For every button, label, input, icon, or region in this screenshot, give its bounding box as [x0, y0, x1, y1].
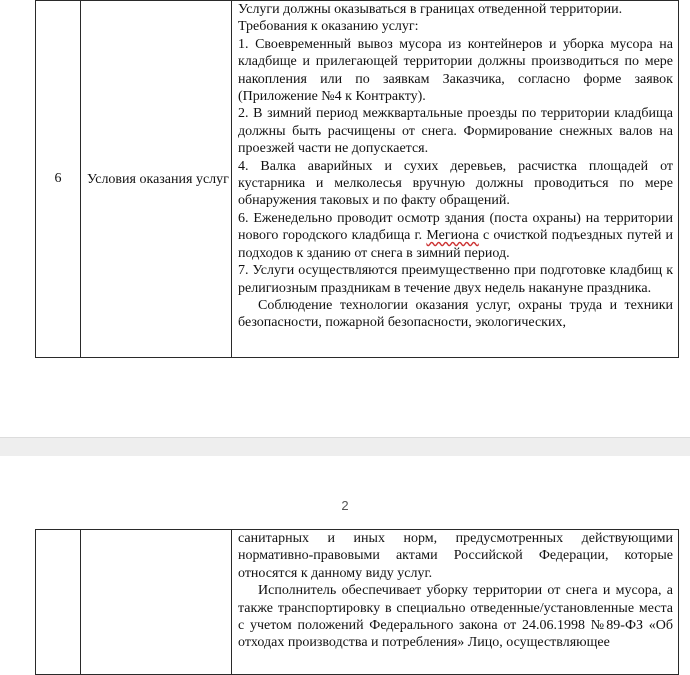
paragraph: 7. Услуги осуществляются преимущественно при подготовке кладбищ к религиозным праздникам в течение двух недель накануне праздника.	[238, 263, 673, 296]
row-requirements-cell	[232, 1, 679, 358]
paragraph-part: 6. Еженедельно проводит осмотр здания (поста охраны) на территории нового городского кладбища г.	[238, 210, 673, 244]
row-name: Условия оказания услуг	[81, 1, 232, 358]
requirements-text-continued	[232, 530, 678, 652]
page-break-gap	[0, 437, 690, 457]
paragraph: Услуги должны оказываться в границах отведенной территории.	[238, 2, 623, 17]
paragraph: Исполнитель обеспечивает уборку территории от снега и мусора, а также транспортировку в специально отведенные/установленные места с учетом положений Федерального закона от 24.06.1998 №89-ФЗ «Об отходах производства и потребления» Лицо, осуществляющее	[238, 583, 673, 651]
spellcheck-word: Мегиона	[426, 228, 479, 244]
row-number-empty	[36, 530, 81, 675]
paragraph: санитарных и иных норм, предусмотренных действующими нормативно-правовыми актами Российской Федерации, которые относятся к данному виду услуг.	[238, 531, 673, 581]
contract-table-page-2	[35, 529, 679, 675]
row-name-empty	[81, 530, 232, 675]
paragraph: Соблюдение технологии оказания услуг, охраны труда и техники безопасности, пожарной безопасности, экологических,	[238, 297, 673, 331]
paragraph: 1. Своевременный вывоз мусора из контейнеров и уборка мусора на кладбище и прилегающей территории должны производиться по мере накопления или по заявкам Заказчика, согласно форме заявок (Приложение №4 к Контракту).	[238, 36, 673, 105]
paragraph: 2. В зимний период межквартальные проезды по территории кладбища должны быть расчищены от снега. Формирование снежных валов на проезжей части не допускается.	[238, 106, 673, 157]
requirements-text	[232, 1, 678, 332]
paragraph: 4. Валка аварийных и сухих деревьев, расчистка площадей от кустарника и мелколесья вручную должны проводиться по мере обнаружения таковых и по факту обращений.	[238, 158, 673, 209]
page-number: 2	[341, 498, 349, 513]
row-number: 6	[36, 1, 81, 358]
table-row	[36, 1, 679, 358]
table-row	[36, 530, 679, 675]
contract-table-page-1	[35, 0, 679, 358]
document-page-2	[0, 456, 690, 673]
row-requirements-continued	[232, 530, 679, 675]
paragraph-part: с очисткой подъездных путей и подходов к зданию от снега в зимний период.	[238, 228, 673, 261]
paragraph	[238, 210, 673, 262]
paragraph: Требования к оказанию услуг:	[238, 19, 419, 35]
